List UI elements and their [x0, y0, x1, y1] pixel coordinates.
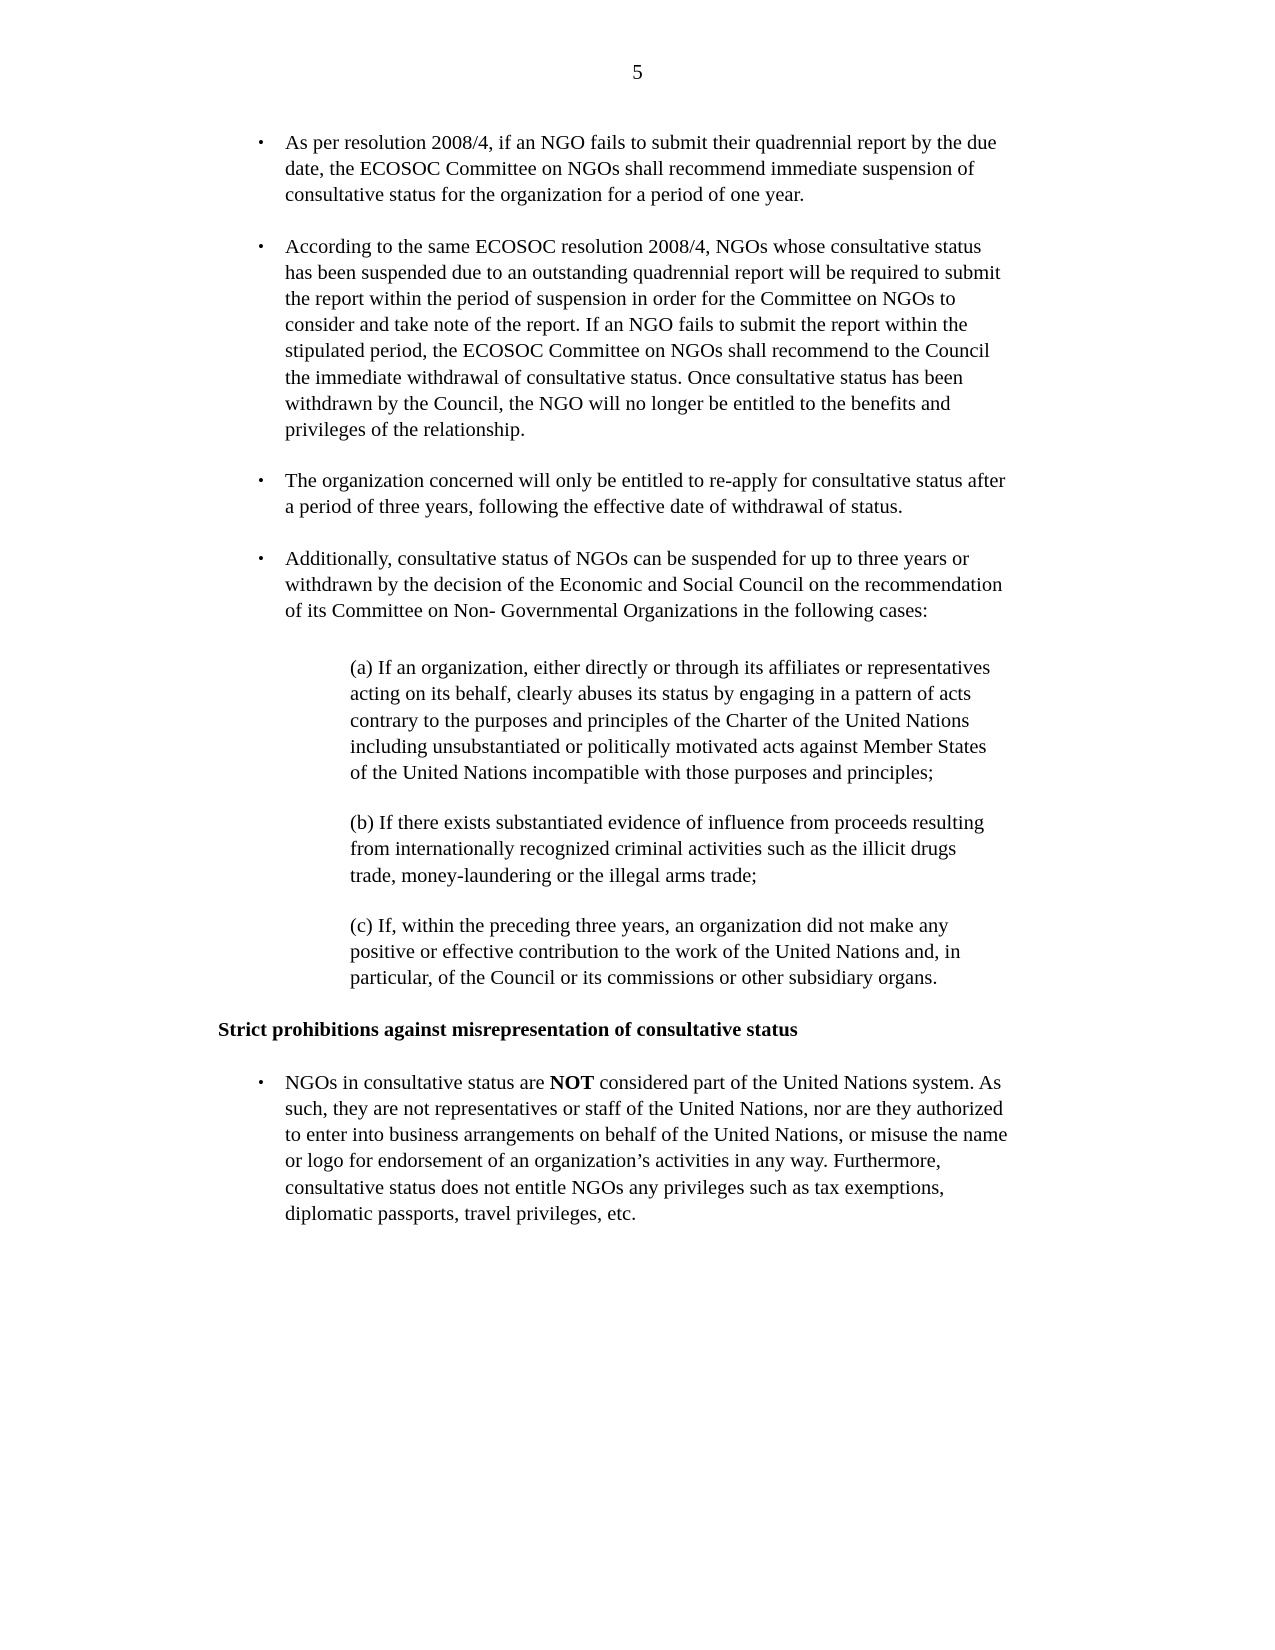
bullet-text-segment-before: NGOs in consultative status are	[285, 1071, 550, 1094]
bullet-point-icon: •	[258, 548, 264, 568]
bullet-point-icon: •	[258, 1072, 264, 1092]
bullet-text: Additionally, consultative status of NGOs can be suspended for up to three years or withdrawn by the decision of the Economic and Social Council on the recommendation of its Committee on Non- Governmental Organizations in the following cases:	[285, 547, 1003, 623]
bullet-suspension-procedure	[218, 234, 1008, 444]
bullet-point-icon: •	[258, 133, 264, 152]
bullet-list-bottom	[218, 1070, 1008, 1227]
sub-para-a: (a) If an organization, either directly or through its affiliates or representatives acting on its behalf, clearly abuses its status by engaging in a pattern of acts contrary to the purposes and principles of the Charter of the United Nations including unsubstantiated or politically motivated acts against Member States of the United Nations incompatible with those purposes and principles;	[350, 657, 991, 785]
bullet-additional-grounds	[218, 546, 1008, 625]
bullet-reapply-three-years	[218, 468, 1008, 520]
bullet-point-icon: •	[258, 471, 264, 491]
bullet-text-segment-after: considered part of the United Nations system. As such, they are not representatives or staff of the United Nations, nor are they authorized to enter into business arrangements on behalf of the United Nations, or misuse the name or logo for endorsement of an organization’s activities in any way. Furthermore, consultative status does not entitle NGOs any privileges such as tax exemptions, diplomatic passports, travel privileges, etc.	[285, 1071, 1008, 1225]
bullet-quadrennial-deadline	[218, 130, 1008, 209]
section-heading: Strict prohibitions against misrepresentation of consultative status	[218, 1019, 798, 1042]
bullet-list-top	[218, 130, 1008, 624]
page-content	[218, 130, 1008, 1252]
bullet-text-composite	[285, 1070, 1008, 1227]
bullet-text: As per resolution 2008/4, if an NGO fails to submit their quadrennial report by the due date, the ECOSOC Committee on NGOs shall recommend immediate suspension of consultative status for the organization for a period of one year.	[285, 132, 997, 207]
bullet-text: According to the same ECOSOC resolution 2008/4, NGOs whose consultative status has been suspended due to an outstanding quadrennial report will be required to submit the report within the period of suspension in order for the Committee on NGOs to consider and take note of the report. If an NGO fails to submit the report within the stipulated period, the ECOSOC Committee on NGOs shall recommend to the Council the immediate withdrawal of consultative status. Once consultative status has been withdrawn by the Council, the NGO will no longer be entitled to the benefits and privileges of the relationship.	[285, 235, 1001, 442]
sub-para-c: (c) If, within the preceding three years, an organization did not make any positive or effective contribution to the work of the United Nations and, in particular, of the Council or its commissions or other subsidiary organs.	[350, 914, 961, 990]
sub-para-b: (b) If there exists substantiated evidence of influence from proceeds resulting from internationally recognized criminal activities such as the illicit drugs trade, money-laundering or the illegal arms trade;	[350, 812, 985, 887]
page-number: 5	[632, 60, 643, 84]
bullet-point-icon: •	[258, 236, 264, 256]
bullet-text: The organization concerned will only be entitled to re-apply for consultative status after a period of three years, following the effective date of withdrawal of status.	[285, 470, 1006, 519]
bullet-not-part-of-un	[218, 1070, 1008, 1227]
bullet-text-emphasis-not: NOT	[549, 1071, 595, 1094]
